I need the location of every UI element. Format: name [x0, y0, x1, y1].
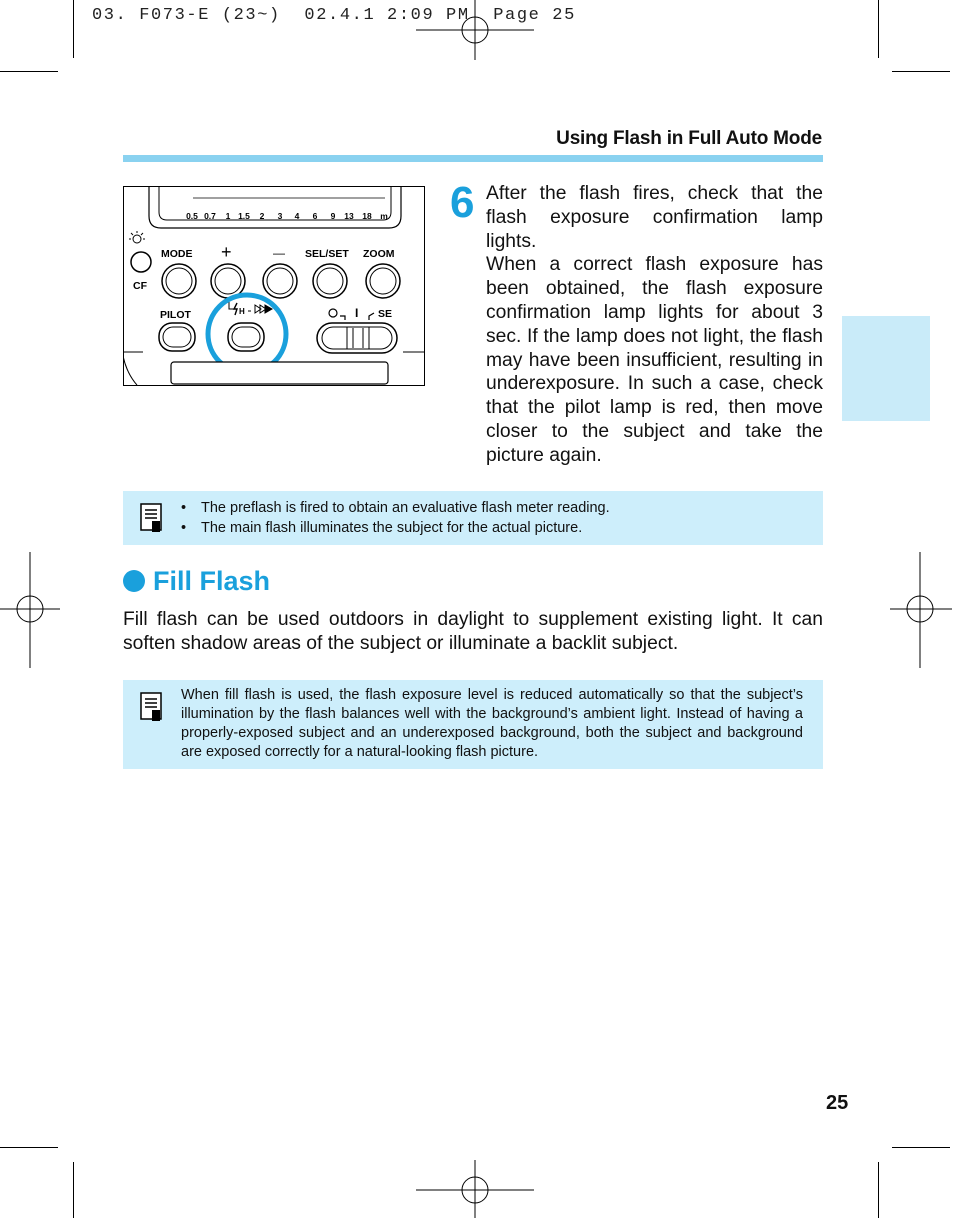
memo-icon [140, 692, 164, 722]
minus-label: — [273, 246, 285, 260]
scale-label: 0.5 [186, 211, 198, 221]
step-paragraph: When a correct flash exposure has been obtained, the flash exposure confirmation lamp lights for about 3 sec. If the lamp does not light, the flash may have been insufficient, resulting in underexposure. In such a case, check that the pilot lamp is red, then move closer to the subject and take the picture again. [486, 254, 823, 466]
page-number: 25 [826, 1092, 849, 1114]
registration-mark-bottom [416, 1160, 534, 1218]
mode-label: MODE [161, 248, 193, 260]
side-tab [842, 316, 930, 421]
scale-label: 0.7 [204, 211, 216, 221]
bottom-slot [171, 362, 388, 384]
se-label: SE [378, 308, 393, 320]
scale-label: 6 [312, 211, 318, 221]
printer-slug: 03. F073-E (23~) 02.4.1 2:09 PM Page 25 [92, 6, 576, 25]
bullet-circle-icon [123, 570, 145, 592]
header-rule [123, 155, 823, 162]
confirmation-lamp [131, 252, 151, 272]
note-box [123, 491, 823, 545]
sel-set-label: SEL/SET [305, 248, 349, 260]
scale-label: 1 [225, 211, 231, 221]
svg-text:H: H [239, 307, 245, 316]
registration-mark-top [416, 0, 534, 60]
flash-control-panel-illustration [123, 186, 425, 386]
registration-mark-right [890, 552, 952, 668]
bullet-item: • The preflash is fired to obtain an evaluative flash meter reading. [181, 500, 610, 516]
memo-icon [140, 503, 164, 533]
note-bullets [181, 498, 610, 538]
scale-label: 1.5 [238, 211, 250, 221]
zoom-label: ZOOM [363, 248, 395, 260]
note-text: When fill flash is used, the flash exposure level is reduced automatically so that the subject’s illumination by the flash balances well with the background’s ambient light. Instead of having a properly-exposed subject and an underexposed background, both the subject and background are exposed correctly for a natural-looking flash picture. [181, 687, 803, 760]
scale-label: 18 [362, 211, 372, 221]
step-number: 6 [450, 178, 475, 227]
scale-label: 4 [294, 211, 300, 221]
scale-label: 9 [330, 211, 336, 221]
bullet-item: • The main flash illuminates the subject for the actual picture. [181, 520, 583, 536]
registration-mark-left [0, 552, 60, 668]
note-box [123, 680, 823, 769]
fill-flash-heading: Fill Flash [123, 566, 270, 597]
scale-label: 2 [259, 211, 265, 221]
section-title: Using Flash in Full Auto Mode [556, 128, 822, 149]
pilot-label: PILOT [160, 309, 191, 321]
on-label: I [355, 306, 359, 320]
scale-label: m [380, 211, 388, 221]
scale-label: 13 [344, 211, 354, 221]
scale-label: 3 [277, 211, 283, 221]
cf-label: CF [133, 280, 147, 292]
plus-label: + [221, 242, 232, 262]
step-paragraph: After the flash fires, check that the flash exposure confirmation lamp lights. [486, 183, 823, 252]
fill-flash-body: Fill flash can be used outdoors in daylight to supplement existing light. It can soften shadow areas of the subject or illuminate a backlit subject. [123, 609, 823, 654]
step-text [486, 182, 823, 468]
